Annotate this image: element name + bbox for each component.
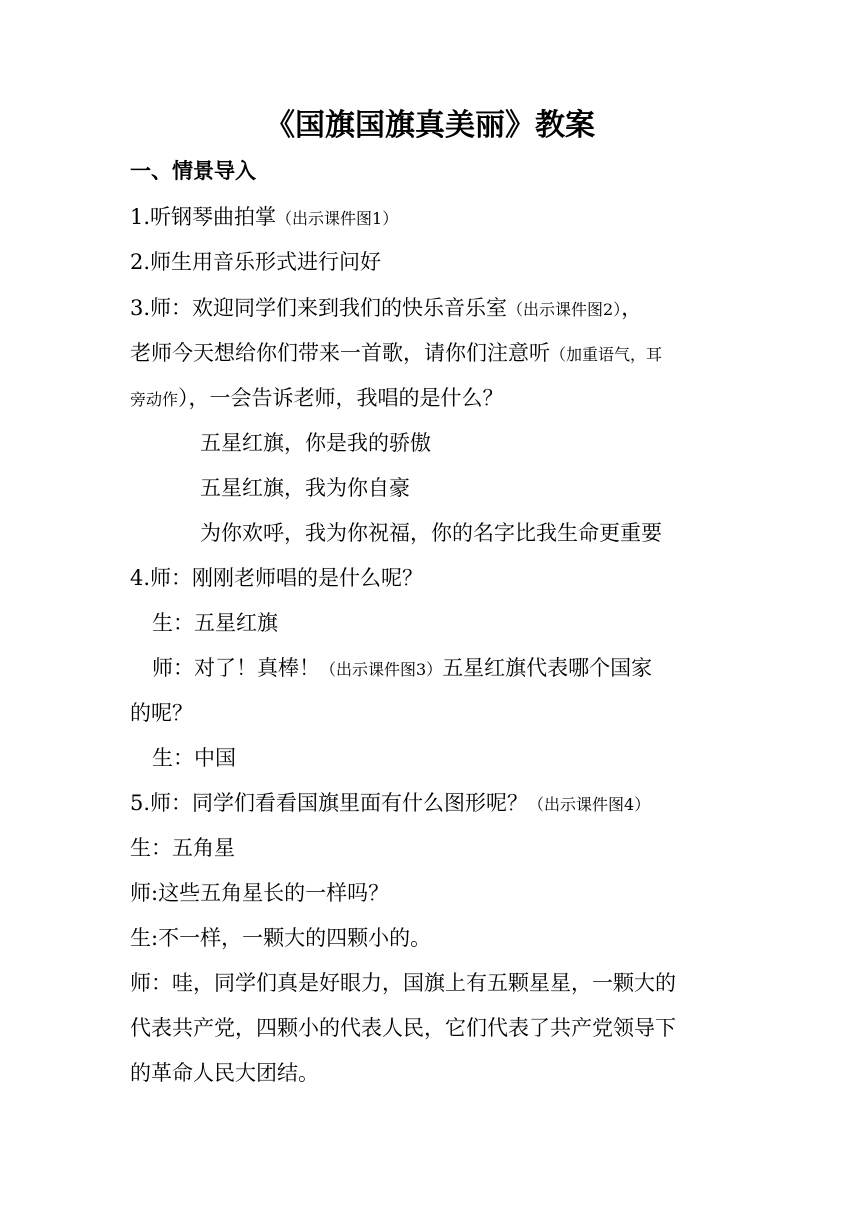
document-title: 《国旗国旗真美丽》教案 (265, 108, 595, 143)
line-text: 的革命人民大团结。 (130, 1061, 319, 1085)
paragraph-line (130, 246, 381, 280)
paragraph-line (130, 562, 423, 594)
line-text: 5.师：同学们看看国旗里面有什么图形呢？ (130, 791, 529, 815)
line-text: 师:这些五角星长的一样吗？ (130, 881, 390, 905)
line-tail: ），一会告诉老师，我唱的是什么？ (178, 386, 504, 410)
line-note: （出示课件图2） (507, 300, 622, 319)
line-text: 为你欢呼，我为你祝福，你的名字比我生命更重要 (200, 521, 662, 545)
paragraph-line (130, 292, 642, 326)
line-text: 1.听钢琴曲拍掌 (130, 205, 277, 229)
paragraph-line (130, 787, 650, 821)
paragraph-line (130, 201, 398, 235)
line-text: 代表共产党，四颗小的代表人民，它们代表了共产党领导下 (130, 1016, 676, 1040)
line-text: 生：五星红旗 (152, 611, 278, 635)
paragraph-line (130, 922, 431, 954)
paragraph-line (130, 967, 676, 999)
line-text: 师：对了！真棒！ (152, 656, 320, 680)
paragraph-line (130, 382, 504, 416)
line-text: 的呢？ (130, 701, 193, 725)
paragraph-line (130, 832, 235, 864)
lyric-line (200, 472, 410, 504)
dialogue-line (152, 742, 236, 774)
paragraph-line (130, 1057, 319, 1089)
line-text: 生：中国 (152, 746, 236, 770)
line-note: （出示课件图4） (528, 795, 651, 814)
line-text: 4.师：刚刚老师唱的是什么呢？ (130, 566, 424, 590)
paragraph-line (130, 1012, 676, 1044)
line-tail: 五星红旗代表哪个国家 (442, 656, 653, 680)
paragraph-line (130, 697, 193, 729)
line-text: 生：五角星 (130, 836, 235, 860)
line-note: （出示课件图1） (276, 209, 399, 228)
line-text: 2.师生用音乐形式进行问好 (130, 250, 382, 274)
line-text: 老师今天想给你们带来一首歌，请你们注意听 (130, 341, 550, 365)
dialogue-line (152, 607, 278, 639)
line-tail: ， (621, 296, 643, 320)
lyric-line (200, 427, 431, 459)
dialogue-line (152, 652, 652, 686)
line-text: 五星红旗，你是我的骄傲 (200, 431, 431, 455)
line-text: 五星红旗，我为你自豪 (200, 476, 410, 500)
lyric-line (200, 517, 662, 549)
section-heading: 一、情景导入 (130, 159, 256, 183)
line-text: 生:不一样，一颗大的四颗小的。 (130, 926, 432, 950)
line-note: （加重语气，耳 (550, 345, 663, 364)
paragraph-line (130, 337, 662, 371)
paragraph-line (130, 877, 389, 909)
line-note: （出示课件图3） (320, 660, 443, 679)
line-text: 3.师：欢迎同学们来到我们的快乐音乐室 (130, 296, 508, 320)
line-note: 旁动作 (130, 390, 179, 409)
line-text: 师：哇，同学们真是好眼力，国旗上有五颗星星，一颗大的 (130, 971, 676, 995)
